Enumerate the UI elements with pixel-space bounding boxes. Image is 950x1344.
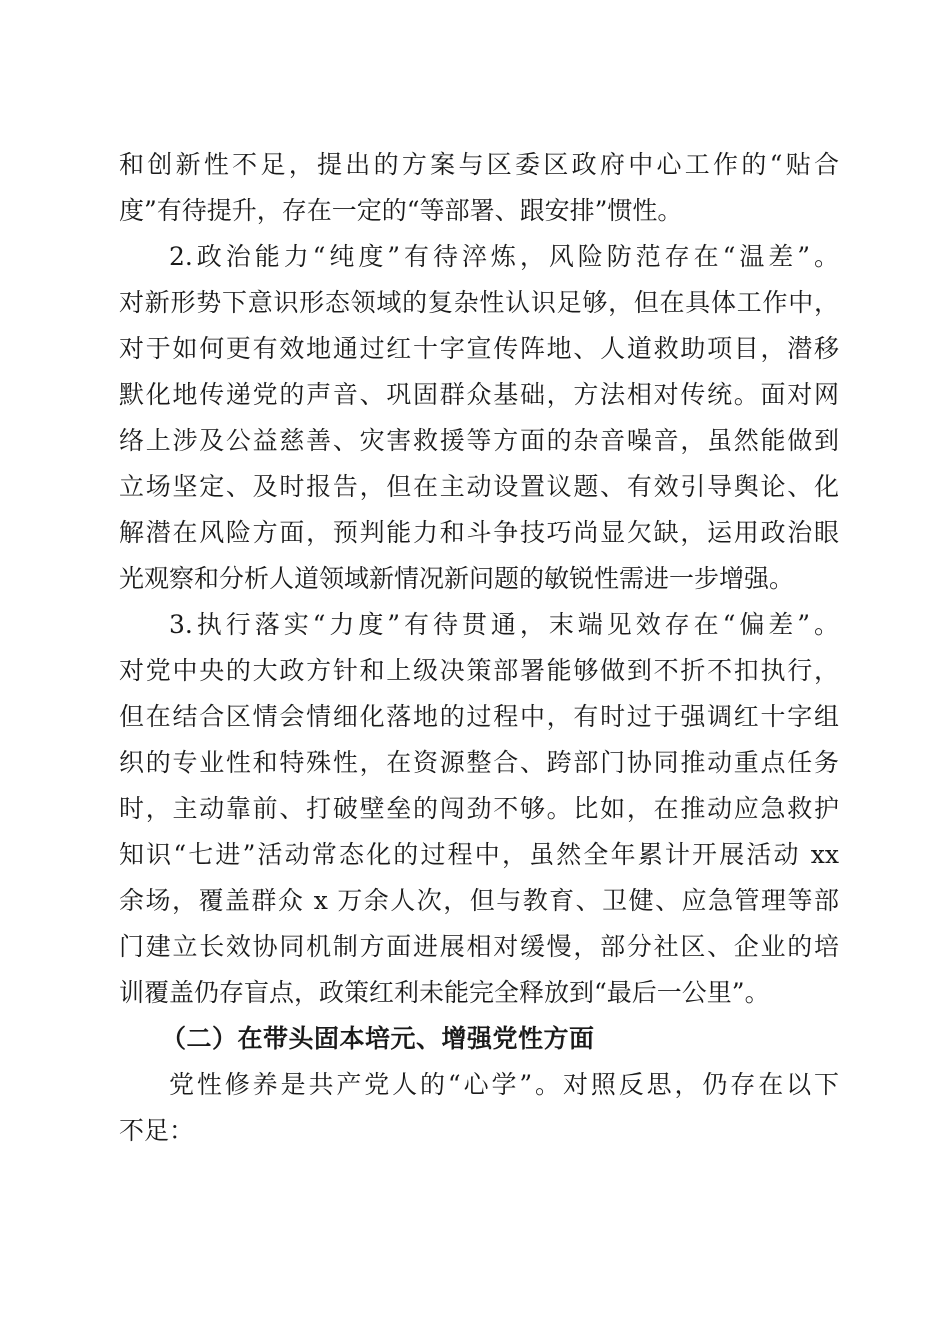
paragraph-line: 对新形势下意识形态领域的复杂性认识足够，但在具体工作中， <box>119 288 839 317</box>
paragraph-line: 余场，覆盖群众 x 万余人次，但与教育、卫健、应急管理等部 <box>119 886 839 915</box>
paragraph-line: 对于如何更有效地通过红十字宣传阵地、人道救助项目，潜移 <box>119 334 839 363</box>
paragraph-line: 解潜在风险方面，预判能力和斗争技巧尚显欠缺，运用政治眼 <box>119 518 839 547</box>
paragraph-line: 和创新性不足，提出的方案与区委区政府中心工作的“贴合 <box>119 150 839 179</box>
paragraph-line: 络上涉及公益慈善、灾害救援等方面的杂音噪音，虽然能做到 <box>119 426 839 455</box>
paragraph-line: 织的专业性和特殊性，在资源整合、跨部门协同推动重点任务 <box>119 748 839 777</box>
paragraph-line: 时，主动靠前、打破壁垒的闯劲不够。比如，在推动应急救护 <box>119 794 839 823</box>
paragraph-line: 光观察和分析人道领域新情况新问题的敏锐性需进一步增强。 <box>119 564 795 593</box>
paragraph-line: 但在结合区情会情细化落地的过程中，有时过于强调红十字组 <box>119 702 839 731</box>
section-heading: （二）在带头固本培元、增强党性方面 <box>161 1024 595 1053</box>
paragraph-line: 立场坚定、及时报告，但在主动设置议题、有效引导舆论、化 <box>119 472 839 501</box>
paragraph-line: 门建立长效协同机制方面进展相对缓慢，部分社区、企业的培 <box>119 932 839 961</box>
paragraph-line: 训覆盖仍存盲点，政策红利未能完全释放到“最后一公里”。 <box>119 978 770 1007</box>
paragraph-line: 知识“七进”活动常态化的过程中，虽然全年累计开展活动 xx <box>119 840 839 869</box>
section-item-heading: 2.政治能力“纯度”有待淬炼，风险防范存在“温差”。 <box>169 242 839 271</box>
paragraph-line: 不足： <box>119 1116 195 1145</box>
paragraph-line: 对党中央的大政方针和上级决策部署能够做到不折不扣执行， <box>119 656 839 685</box>
paragraph-line: 默化地传递党的声音、巩固群众基础，方法相对传统。面对网 <box>119 380 839 409</box>
paragraph-line: 党性修养是共产党人的“心学”。对照反思，仍存在以下 <box>169 1070 839 1099</box>
paragraph-line: 度”有待提升，存在一定的“等部署、跟安排”惯性。 <box>119 196 683 225</box>
section-item-heading: 3.执行落实“力度”有待贯通，末端见效存在“偏差”。 <box>169 610 839 639</box>
